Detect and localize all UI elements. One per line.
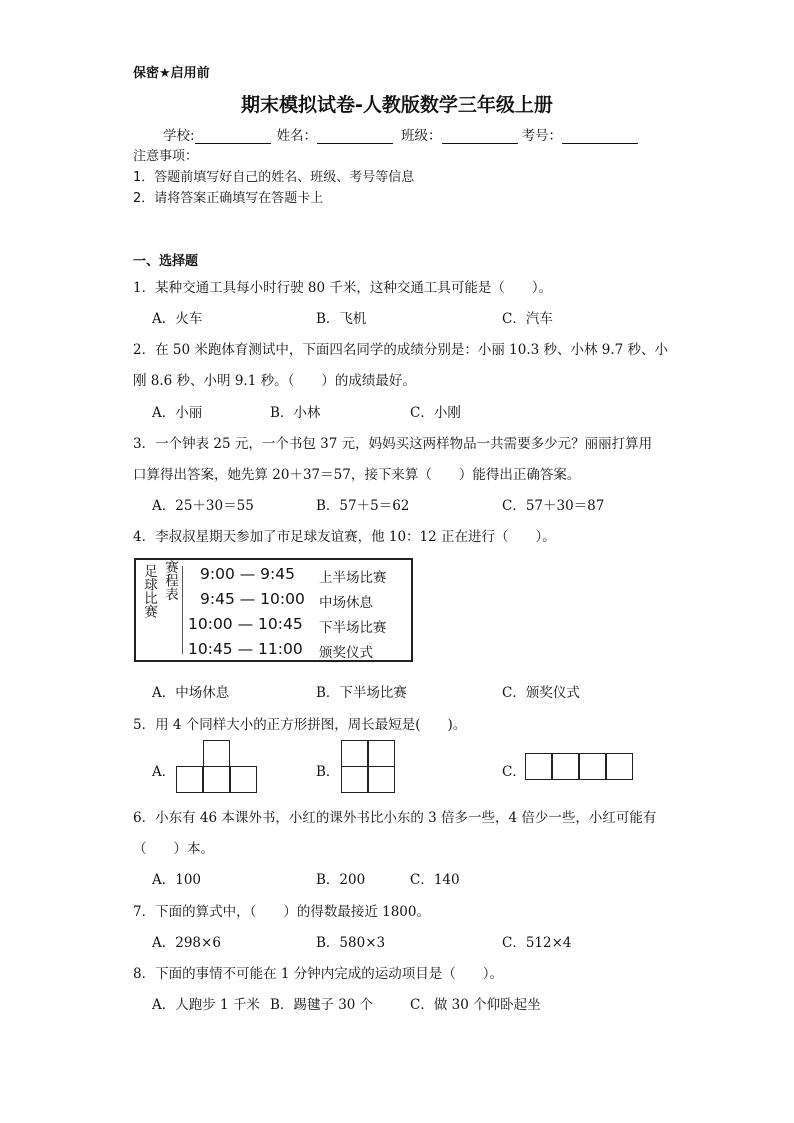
match-schedule-table (134, 558, 413, 662)
option-7b[interactable]: B．580×3 (316, 935, 386, 951)
option-6a[interactable]: A．100 (152, 872, 202, 888)
schedule-time: 10:00 — 10:45 (188, 615, 303, 633)
option-7c[interactable]: C．512×4 (502, 935, 572, 951)
option-5b[interactable]: B． (316, 764, 340, 780)
square-tile (606, 753, 633, 780)
notes-block (133, 146, 414, 209)
option-1c[interactable]: C．汽车 (502, 311, 553, 327)
option-2c[interactable]: C．小刚 (410, 405, 461, 421)
schedule-activity: 中场休息 (319, 595, 373, 611)
note-item: 2．请将答案正确填写在答题卡上 (133, 191, 324, 206)
page-title: 期末模拟试卷-人教版数学三年级上册 (241, 94, 553, 116)
question-2-cont: 刚 8.6 秒、小明 9.1 秒。（ ）的成绩最好。 (133, 373, 416, 389)
confidential-label: 保密★启用前 (133, 66, 210, 81)
square-tile (552, 753, 579, 780)
option-7a[interactable]: A．298×6 (152, 935, 221, 951)
schedule-activity: 颁奖仪式 (319, 645, 373, 661)
square-tile (341, 766, 368, 793)
option-2a[interactable]: A．小丽 (152, 405, 203, 421)
note-item: 1．答题前填写好自己的姓名、班级、考号等信息 (133, 170, 415, 185)
schedule-activity: 下半场比赛 (319, 620, 387, 636)
class-label: 班级： (401, 128, 442, 144)
question-3-cont: 口算得出答案，她先算 20＋37＝57，接下来算（ ）能得出正确答案。 (133, 467, 581, 483)
square-tile (176, 766, 203, 793)
option-6c[interactable]: C．140 (410, 872, 460, 888)
option-8b[interactable]: B．踢毽子 30 个 (270, 997, 374, 1013)
square-tile (525, 753, 552, 780)
question-3: 3．一个钟表 25 元，一个书包 37 元，妈妈买这两样物品一共需要多少元？丽丽打算用 (133, 436, 653, 452)
option-1b[interactable]: B．飞机 (316, 311, 367, 327)
line-figure (525, 753, 634, 780)
square-tile (368, 766, 395, 793)
question-6-cont: （ ）本。 (133, 841, 214, 857)
class-field[interactable] (442, 129, 518, 144)
schedule-label-right: 赛程表 (162, 560, 178, 601)
notes-heading: 注意事项： (133, 149, 199, 164)
question-2: 2．在 50 米跑体育测试中，下面四名同学的成绩分别是：小丽 10.3 秒、小林 9.7 秒、小 (133, 342, 669, 358)
name-label: 姓名： (276, 128, 318, 144)
schedule-time: 9:00 — 9:45 (200, 565, 295, 583)
question-1: 1．某种交通工具每小时行驶 80 千米，这种交通工具可能是（ ）。 (133, 280, 553, 296)
option-4c[interactable]: C．颁奖仪式 (502, 685, 580, 701)
option-2b[interactable]: B．小林 (270, 405, 321, 421)
square-tile (368, 740, 395, 767)
square-tile (579, 753, 606, 780)
schedule-activity: 上半场比赛 (319, 570, 387, 586)
option-5c[interactable]: C． (502, 764, 526, 780)
question-4: 4．李叔叔星期天参加了市足球友谊赛，他 10：12 正在进行（ ）。 (133, 529, 556, 545)
student-info-row (163, 124, 644, 144)
square-tile (341, 740, 368, 767)
option-1a[interactable]: A．火车 (152, 311, 203, 327)
section-heading: 一、选择题 (133, 254, 199, 269)
option-5a[interactable]: A． (152, 764, 176, 780)
square-tile (230, 766, 257, 793)
school-field[interactable] (195, 129, 271, 144)
option-8c[interactable]: C．做 30 个仰卧起坐 (410, 997, 541, 1013)
name-field[interactable] (317, 129, 393, 144)
option-8a[interactable]: A．人跑步 1 千米 (152, 997, 260, 1013)
schedule-label-left: 足球比赛 (141, 564, 157, 618)
question-7: 7．下面的算式中，（ ）的得数最接近 1800。 (133, 904, 430, 920)
square-figure (341, 740, 396, 794)
question-6: 6．小东有 46 本课外书，小红的课外书比小东的 3 倍多一些，4 倍少一些，小红可能有 (133, 810, 657, 826)
square-tile (203, 740, 230, 767)
exam-number-label: 考号： (521, 128, 563, 144)
schedule-time: 10:45 — 11:00 (188, 640, 303, 658)
t-shape-figure (176, 740, 258, 794)
question-5: 5．用 4 个同样大小的正方形拼图，周长最短是( )。 (133, 717, 467, 733)
school-label: 学校: (163, 128, 195, 144)
square-tile (203, 766, 230, 793)
option-3a[interactable]: A．25＋30＝55 (152, 498, 254, 514)
schedule-time: 9:45 — 10:00 (200, 590, 305, 608)
option-3b[interactable]: B．57＋5＝62 (316, 498, 410, 514)
option-4a[interactable]: A．中场休息 (152, 685, 230, 701)
exam-number-field[interactable] (562, 129, 638, 144)
question-8: 8．下面的事情不可能在 1 分钟内完成的运动项目是（ ）。 (133, 966, 504, 982)
option-4b[interactable]: B．下半场比赛 (316, 685, 407, 701)
option-6b[interactable]: B．200 (316, 872, 366, 888)
option-3c[interactable]: C．57＋30＝87 (502, 498, 605, 514)
schedule-divider (182, 566, 183, 654)
